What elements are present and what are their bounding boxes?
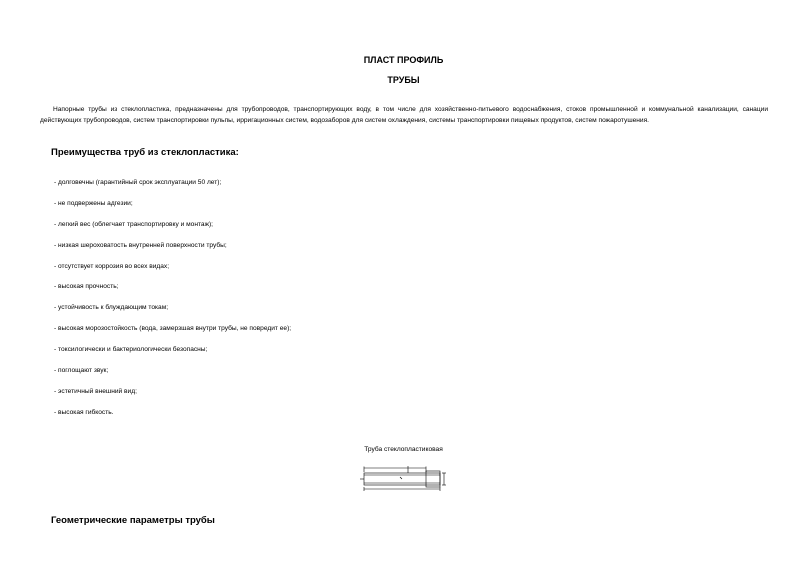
list-item: - отсутствует коррозия во всех видах; [54,262,170,270]
list-item: - поглощают звук; [54,367,109,375]
company-name: ПЛАСТ ПРОФИЛЬ [363,55,444,65]
intro-paragraph: Напорные трубы из стеклопластика, предназначены для трубопроводов, транспортирующих воду, в том числе для хозяйственно-питьевого водоснабжения, стоков промышленной и коммунальной канализации, санации действующих трубопроводов, систем транспортировки пульпы, ирригационных систем, водозаборов для систем охлаждения, системы транспортировки пищевых продуктов, систем пожаротушения. [40,106,768,124]
geometry-heading: Геометрические параметры трубы [51,515,215,526]
list-item: - низкая шероховатость внутренней поверхности трубы; [54,241,227,249]
list-item: - токсилогически и бактериологически безопасны; [54,346,208,354]
list-item: - устойчивость к блуждающим токам; [54,304,169,312]
list-item: - высокая гибкость. [54,408,114,416]
list-item: - высокая морозостойкость (вода, замерзшая внутри трубы, не повредит ее); [54,325,292,333]
figure-caption: Труба стеклопластиковая [364,446,443,453]
list-item: - долговечны (гарантийный срок эксплуатации 50 лет); [54,179,222,186]
advantages-heading: Преимущества труб из стеклопластика: [51,147,239,158]
list-item: - не подвержены адгезии; [54,199,133,207]
pipe-drawing [356,466,450,492]
list-item: - высокая прочность; [54,283,119,291]
pipe-marker [400,477,402,479]
list-item: - легкий вес (облегчает транспортировку и монтаж); [54,220,214,228]
page-title: ТРУБЫ [387,75,420,85]
list-item: - эстетичный внешний вид; [54,387,137,395]
pipe-socket [426,471,440,487]
advantages-list [54,173,291,424]
